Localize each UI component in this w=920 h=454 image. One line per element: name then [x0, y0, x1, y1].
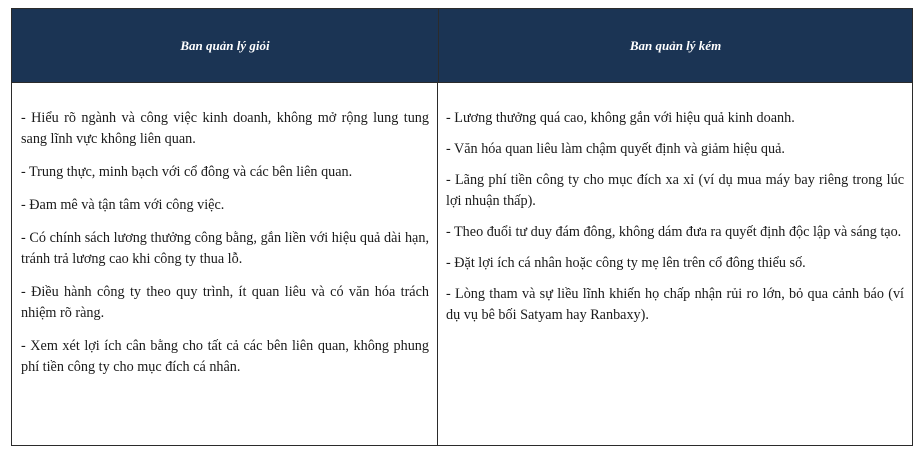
bad-item: - Theo đuổi tư duy đám đông, không dám đưa ra quyết định độc lập và sáng tạo.: [446, 224, 902, 240]
good-item: - Điều hành công ty theo quy trình, ít quan liêu và có văn hóa trách nhiệm rõ ràng.: [21, 284, 429, 321]
header-good-management: Ban quản lý giỏi: [12, 9, 439, 82]
bad-item: - Lòng tham và sự liều lĩnh khiến họ chấp nhận rủi ro lớn, bỏ qua cảnh báo (ví dụ vụ bê bối Satyam hay Ranbaxy).: [446, 286, 904, 323]
table-body-row: [12, 83, 912, 445]
comparison-table: [11, 8, 913, 446]
good-item: - Xem xét lợi ích cân bằng cho tất cả các bên liên quan, không phung phí tiền công ty cho mục đích cá nhân.: [21, 338, 429, 375]
bad-management-column: [438, 83, 912, 445]
good-management-column: [12, 83, 438, 445]
good-item: - Hiểu rõ ngành và công việc kinh doanh, không mở rộng lung tung sang lĩnh vực không liên quan.: [21, 110, 429, 147]
good-item: - Trung thực, minh bạch với cổ đông và các bên liên quan.: [21, 164, 353, 180]
bad-item: - Văn hóa quan liêu làm chậm quyết định và giảm hiệu quả.: [446, 141, 785, 157]
bad-item: - Đặt lợi ích cá nhân hoặc công ty mẹ lên trên cổ đông thiểu số.: [446, 255, 806, 271]
bad-item: - Lãng phí tiền công ty cho mục đích xa xỉ (ví dụ mua máy bay riêng trong lúc lợi nhuận thấp).: [446, 172, 904, 209]
good-item: - Có chính sách lương thưởng công bằng, gắn liền với hiệu quả dài hạn, tránh trả lương cao khi công ty thua lỗ.: [21, 230, 429, 267]
bad-item: - Lương thưởng quá cao, không gắn với hiệu quả kinh doanh.: [446, 110, 795, 126]
header-bad-management: Ban quản lý kém: [629, 37, 722, 53]
table-header-row: [12, 9, 912, 83]
good-item: - Đam mê và tận tâm với công việc.: [21, 197, 225, 213]
